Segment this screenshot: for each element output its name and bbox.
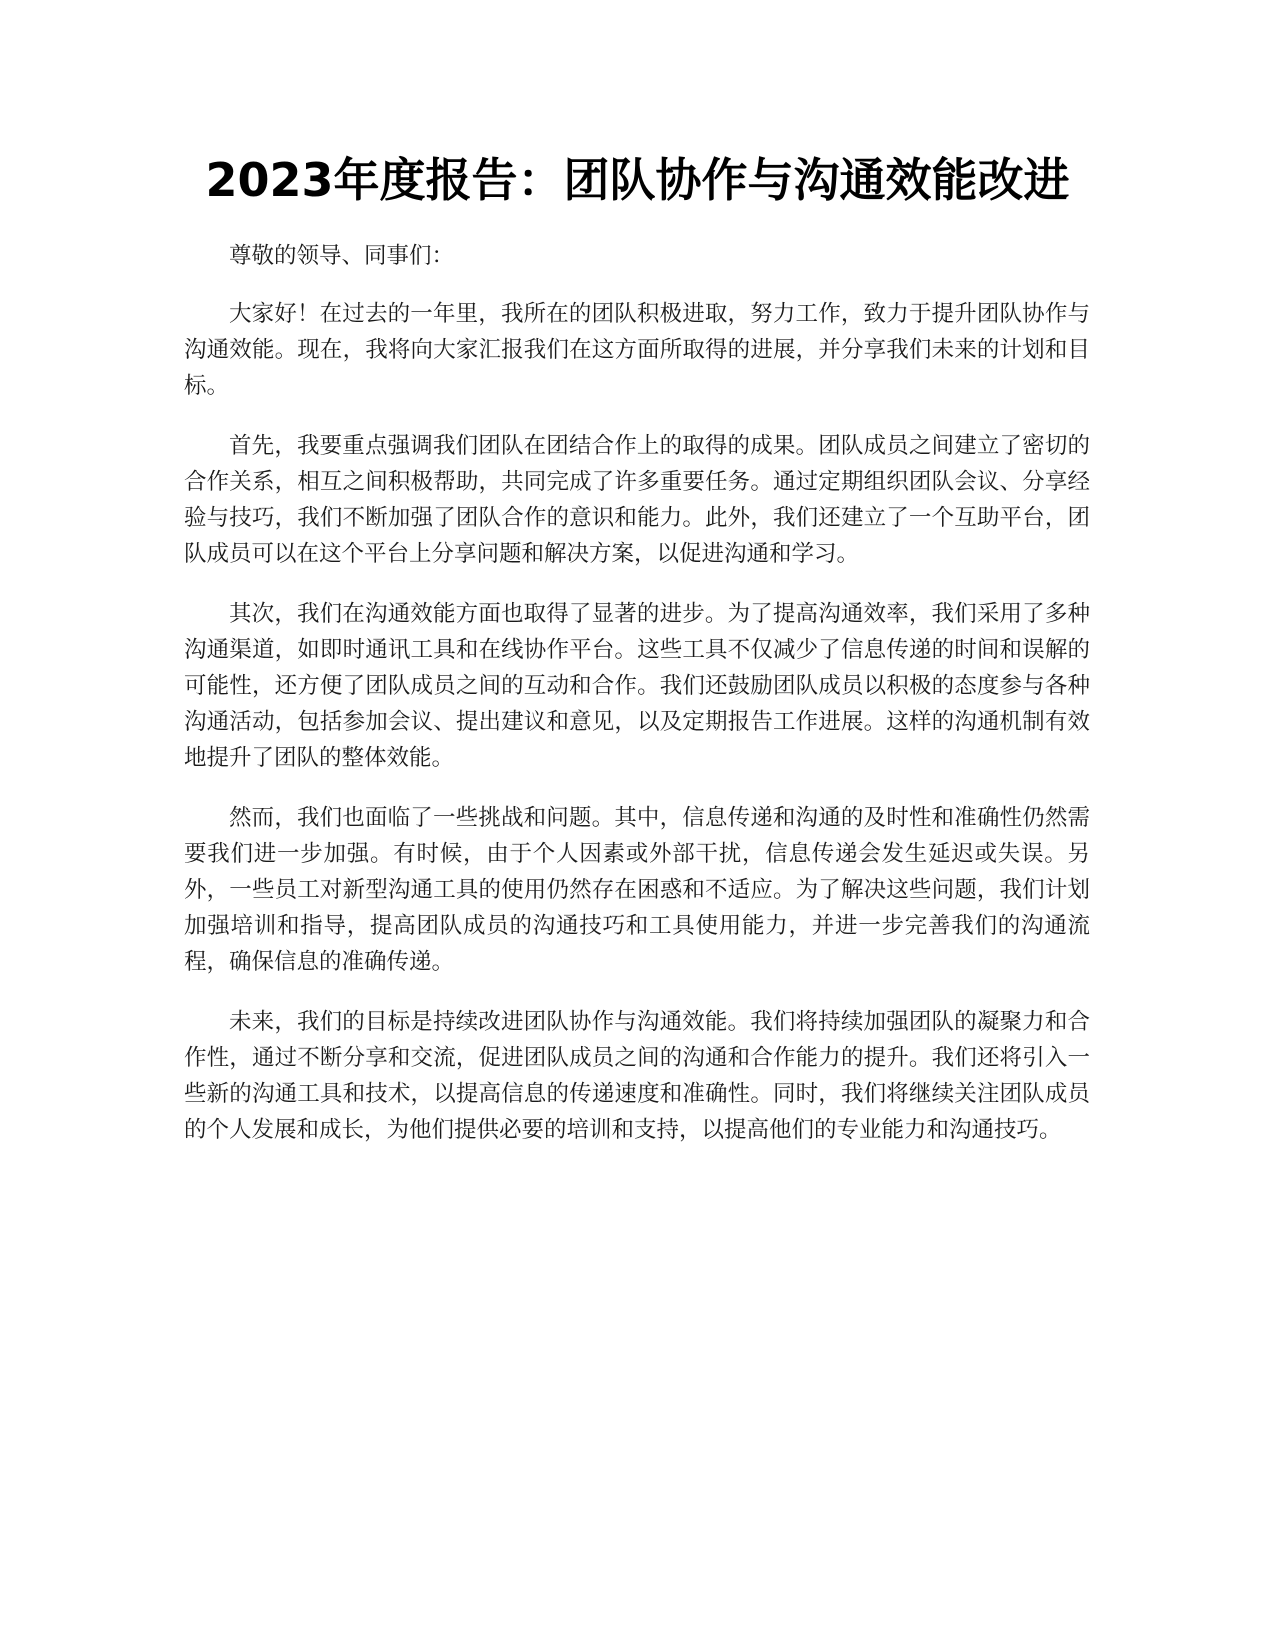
paragraph-intro: 大家好！在过去的一年里，我所在的团队积极进取，努力工作，致力于提升团队协作与沟通效能。现在，我将向大家汇报我们在这方面所取得的进展，并分享我们未来的计划和目标。 [184, 301, 1090, 399]
paragraph-teamwork: 首先，我要重点强调我们团队在团结合作上的取得的成果。团队成员之间建立了密切的合作关系，相互之间积极帮助，共同完成了许多重要任务。通过定期组织团队会议、分享经验与技巧，我们不断加强了团队合作的意识和能力。此外，我们还建立了一个互助平台，团队成员可以在这个平台上分享问题和解决方案，以促进沟通和学习。 [184, 433, 1090, 567]
paragraph-challenges: 然而，我们也面临了一些挑战和问题。其中，信息传递和沟通的及时性和准确性仍然需要我们进一步加强。有时候，由于个人因素或外部干扰，信息传递会发生延迟或失误。另外，一些员工对新型沟通工具的使用仍然存在困惑和不适应。为了解决这些问题，我们计划加强培训和指导，提高团队成员的沟通技巧和工具使用能力，并进一步完善我们的沟通流程，确保信息的准确传递。 [184, 805, 1090, 975]
salutation: 尊敬的领导、同事们： [229, 243, 455, 269]
document-title: 2023年度报告：团队协作与沟通效能改进 [205, 153, 1070, 207]
document-body [184, 238, 1090, 1172]
paragraph-communication: 其次，我们在沟通效能方面也取得了显著的进步。为了提高沟通效率，我们采用了多种沟通渠道，如即时通讯工具和在线协作平台。这些工具不仅减少了信息传递的时间和误解的可能性，还方便了团队成员之间的互动和合作。我们还鼓励团队成员以积极的态度参与各种沟通活动，包括参加会议、提出建议和意见，以及定期报告工作进展。这样的沟通机制有效地提升了团队的整体效能。 [184, 601, 1090, 771]
paragraph-future: 未来，我们的目标是持续改进团队协作与沟通效能。我们将持续加强团队的凝聚力和合作性，通过不断分享和交流，促进团队成员之间的沟通和合作能力的提升。我们还将引入一些新的沟通工具和技术，以提高信息的传递速度和准确性。同时，我们将继续关注团队成员的个人发展和成长，为他们提供必要的培训和支持，以提高他们的专业能力和沟通技巧。 [184, 1009, 1090, 1143]
